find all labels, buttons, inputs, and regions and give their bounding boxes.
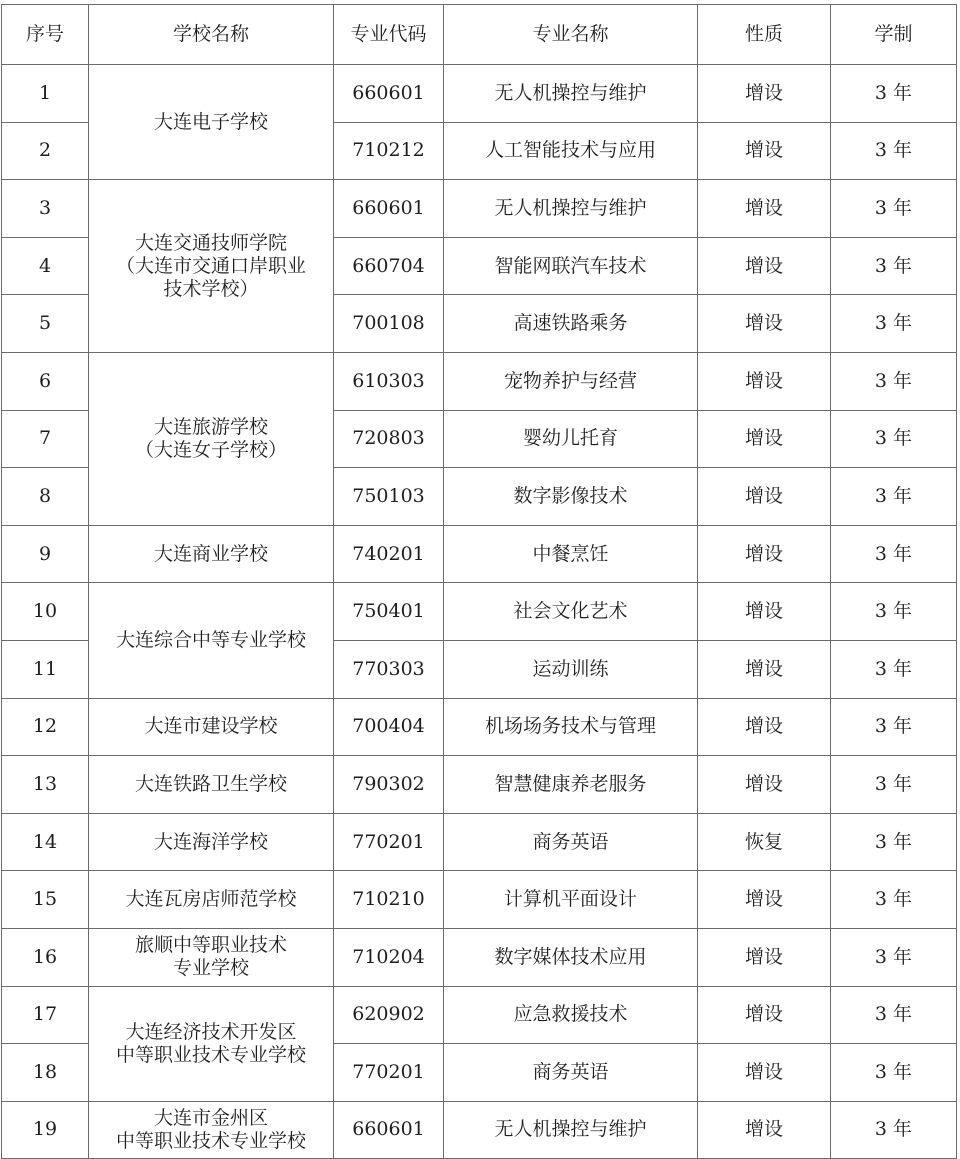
school-name [89, 986, 334, 1101]
major-code: 660704 [334, 237, 444, 295]
table-row [2, 352, 957, 410]
row-no: 6 [2, 352, 89, 410]
row-no: 9 [2, 525, 89, 583]
major-nature: 增设 [698, 871, 831, 929]
major-nature: 增设 [698, 65, 831, 123]
study-years: 3 年 [831, 468, 957, 526]
row-no: 12 [2, 698, 89, 756]
row-no: 17 [2, 986, 89, 1044]
major-code: 700108 [334, 295, 444, 353]
table-row [2, 756, 957, 814]
major-nature: 增设 [698, 525, 831, 583]
table-row [2, 583, 957, 641]
major-code: 770303 [334, 640, 444, 698]
row-no: 14 [2, 813, 89, 871]
major-name: 宠物养护与经营 [444, 352, 698, 410]
major-code: 750103 [334, 468, 444, 526]
major-name: 智慧健康养老服务 [444, 756, 698, 814]
table-row [2, 928, 957, 986]
major-nature: 增设 [698, 1101, 831, 1159]
school-name-line: 大连交通技师学院 [134, 231, 287, 254]
school-name [89, 352, 334, 525]
study-years: 3 年 [831, 813, 957, 871]
majors-table [1, 4, 957, 1159]
header-no: 序号 [2, 5, 89, 65]
major-nature: 增设 [698, 928, 831, 986]
table-row [2, 1101, 957, 1159]
study-years: 3 年 [831, 1101, 957, 1159]
row-no: 10 [2, 583, 89, 641]
row-no: 15 [2, 871, 89, 929]
school-name-line: 大连铁路卫生学校 [134, 772, 287, 795]
major-nature: 增设 [698, 410, 831, 468]
study-years: 3 年 [831, 122, 957, 180]
school-name-line: 中等职业技术专业学校 [115, 1043, 306, 1066]
school-name-line: 大连旅游学校 [153, 415, 268, 438]
major-nature: 增设 [698, 295, 831, 353]
major-name: 商务英语 [444, 813, 698, 871]
major-code: 790302 [334, 756, 444, 814]
school-name [89, 698, 334, 756]
major-name: 智能网联汽车技术 [444, 237, 698, 295]
school-name [89, 813, 334, 871]
major-nature: 增设 [698, 237, 831, 295]
school-name-line: 大连瓦房店师范学校 [125, 888, 297, 911]
row-no: 19 [2, 1101, 89, 1159]
major-name: 婴幼儿托育 [444, 410, 698, 468]
major-name: 中餐烹饪 [444, 525, 698, 583]
study-years: 3 年 [831, 352, 957, 410]
study-years: 3 年 [831, 871, 957, 929]
row-no: 13 [2, 756, 89, 814]
school-name-line: 大连商业学校 [153, 542, 268, 565]
major-nature: 增设 [698, 698, 831, 756]
major-code: 770201 [334, 1044, 444, 1102]
major-name: 运动训练 [444, 640, 698, 698]
major-nature: 增设 [698, 180, 831, 238]
study-years: 3 年 [831, 180, 957, 238]
school-name-line: 大连电子学校 [153, 110, 268, 133]
school-name-line: 中等职业技术专业学校 [115, 1129, 306, 1152]
major-name: 无人机操控与维护 [444, 180, 698, 238]
school-name-line: 旅顺中等职业技术 [134, 934, 287, 957]
header-nature: 性质 [698, 5, 831, 65]
table-row [2, 180, 957, 238]
major-nature: 恢复 [698, 813, 831, 871]
school-name [89, 525, 334, 583]
row-no: 16 [2, 928, 89, 986]
study-years: 3 年 [831, 525, 957, 583]
major-code: 700404 [334, 698, 444, 756]
major-name: 人工智能技术与应用 [444, 122, 698, 180]
row-no: 4 [2, 237, 89, 295]
major-name: 计算机平面设计 [444, 871, 698, 929]
row-no: 5 [2, 295, 89, 353]
major-nature: 增设 [698, 1044, 831, 1102]
school-name-line: 大连海洋学校 [153, 830, 268, 853]
school-name [89, 871, 334, 929]
school-name [89, 1101, 334, 1159]
table-row [2, 813, 957, 871]
row-no: 11 [2, 640, 89, 698]
table-row [2, 525, 957, 583]
major-code: 770201 [334, 813, 444, 871]
row-no: 2 [2, 122, 89, 180]
major-nature: 增设 [698, 468, 831, 526]
major-name: 数字影像技术 [444, 468, 698, 526]
major-nature: 增设 [698, 583, 831, 641]
major-code: 660601 [334, 65, 444, 123]
school-name-line: 专业学校 [172, 957, 249, 980]
row-no: 7 [2, 410, 89, 468]
row-no: 18 [2, 1044, 89, 1102]
major-name: 机场场务技术与管理 [444, 698, 698, 756]
study-years: 3 年 [831, 986, 957, 1044]
major-name: 应急救援技术 [444, 986, 698, 1044]
header-school: 学校名称 [89, 5, 334, 65]
table-row [2, 698, 957, 756]
major-code: 610303 [334, 352, 444, 410]
major-name: 无人机操控与维护 [444, 65, 698, 123]
table-row [2, 65, 957, 123]
school-name-line: 大连经济技术开发区 [125, 1020, 297, 1043]
school-name [89, 180, 334, 353]
study-years: 3 年 [831, 237, 957, 295]
major-code: 740201 [334, 525, 444, 583]
major-code: 710212 [334, 122, 444, 180]
school-name-line: 大连市金州区 [153, 1106, 268, 1129]
table-header-row [2, 5, 957, 65]
major-nature: 增设 [698, 352, 831, 410]
major-code: 750401 [334, 583, 444, 641]
school-name-line: 技术学校） [163, 277, 259, 300]
major-nature: 增设 [698, 640, 831, 698]
major-code: 660601 [334, 1101, 444, 1159]
school-name-line: （大连女子学校） [134, 438, 287, 461]
major-name: 商务英语 [444, 1044, 698, 1102]
header-major: 专业名称 [444, 5, 698, 65]
study-years: 3 年 [831, 928, 957, 986]
major-nature: 增设 [698, 122, 831, 180]
row-no: 8 [2, 468, 89, 526]
study-years: 3 年 [831, 583, 957, 641]
school-name-line: 大连综合中等专业学校 [115, 628, 306, 651]
study-years: 3 年 [831, 698, 957, 756]
study-years: 3 年 [831, 640, 957, 698]
study-years: 3 年 [831, 65, 957, 123]
major-code: 710204 [334, 928, 444, 986]
major-name: 无人机操控与维护 [444, 1101, 698, 1159]
study-years: 3 年 [831, 295, 957, 353]
header-years: 学制 [831, 5, 957, 65]
school-name-line: 大连市建设学校 [144, 715, 278, 738]
row-no: 3 [2, 180, 89, 238]
school-name-line: （大连市交通口岸职业 [115, 254, 306, 277]
major-nature: 增设 [698, 986, 831, 1044]
major-name: 高速铁路乘务 [444, 295, 698, 353]
major-name: 数字媒体技术应用 [444, 928, 698, 986]
study-years: 3 年 [831, 1044, 957, 1102]
major-name: 社会文化艺术 [444, 583, 698, 641]
school-name [89, 65, 334, 180]
major-code: 710210 [334, 871, 444, 929]
major-code: 620902 [334, 986, 444, 1044]
school-name [89, 756, 334, 814]
table-row [2, 986, 957, 1044]
major-nature: 增设 [698, 756, 831, 814]
row-no: 1 [2, 65, 89, 123]
school-name [89, 928, 334, 986]
study-years: 3 年 [831, 410, 957, 468]
major-code: 660601 [334, 180, 444, 238]
table-row [2, 871, 957, 929]
study-years: 3 年 [831, 756, 957, 814]
school-name [89, 583, 334, 698]
major-code: 720803 [334, 410, 444, 468]
header-code: 专业代码 [334, 5, 444, 65]
